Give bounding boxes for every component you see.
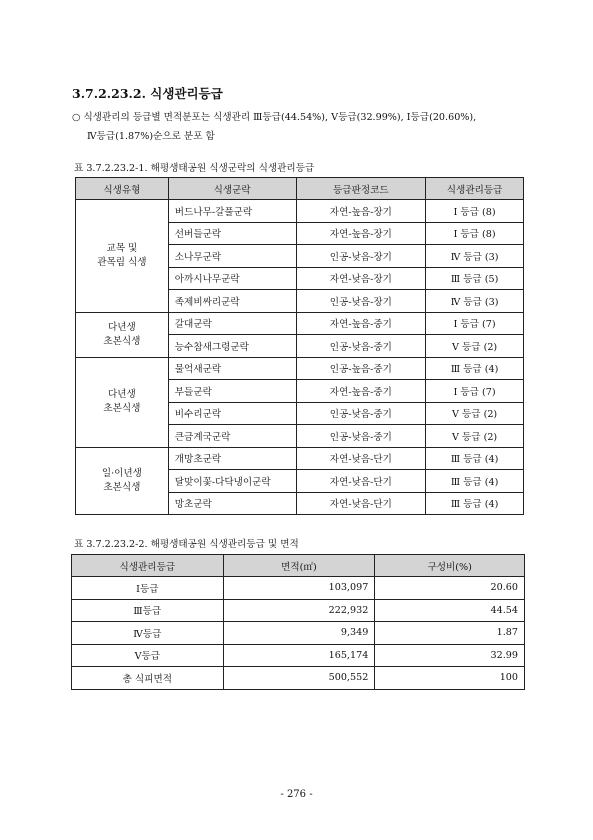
management-grade-cell: Ⅴ 등급 (2) <box>426 425 524 448</box>
area-cell: 103,097 <box>223 577 375 600</box>
grade-code-cell: 자연-높음-장기 <box>296 222 426 245</box>
management-grade-cell: Ⅲ 등급 (4) <box>426 492 524 515</box>
table1-header-cell: 식생군락 <box>168 178 296 200</box>
vegetation-type-cell: 다년생 초본식생 <box>76 357 169 447</box>
table1-header-cell: 식생유형 <box>76 178 169 200</box>
grade-code-cell: 자연-높음-중기 <box>296 380 426 403</box>
table1-header-row <box>76 178 524 200</box>
table-row <box>76 200 524 223</box>
area-cell: 9,349 <box>223 622 375 645</box>
area-cell: 165,174 <box>223 644 375 667</box>
table-row <box>72 622 525 645</box>
vegetation-grade-table <box>75 177 524 515</box>
community-cell: 선버들군락 <box>168 222 296 245</box>
bullet-mark: ○ <box>72 112 81 123</box>
management-grade-cell: Ⅰ 등급 (8) <box>426 200 524 223</box>
grade-cell: Ⅳ등급 <box>72 622 224 645</box>
table-row <box>76 447 524 470</box>
table2-header-cell: 면적(㎡) <box>223 555 375 577</box>
grade-code-cell: 인공-낮음-중기 <box>296 425 426 448</box>
table2-header-cell: 식생관리등급 <box>72 555 224 577</box>
paragraph-line-1: 식생관리의 등급별 면적분포는 식생관리 Ⅲ등급(44.54%), Ⅴ등급(32.99%), Ⅰ등급(20.60%), <box>83 112 477 123</box>
management-grade-cell: Ⅳ 등급 (3) <box>426 290 524 313</box>
management-grade-cell: Ⅲ 등급 (5) <box>426 267 524 290</box>
table2-caption: 표 3.7.2.23.2-2. 해평생태공원 식생관리등급 및 면적 <box>74 539 299 550</box>
community-cell: 달맞이꽃-다닥냉이군락 <box>168 470 296 493</box>
grade-code-cell: 자연-높음-중기 <box>296 312 426 335</box>
grade-code-cell: 자연-낮음-단기 <box>296 470 426 493</box>
community-cell: 망초군락 <box>168 492 296 515</box>
grade-code-cell: 인공-낮음-중기 <box>296 402 426 425</box>
table1-header-cell: 식생관리등급 <box>426 178 524 200</box>
section-heading: 3.7.2.23.2. 식생관리등급 <box>72 86 223 101</box>
table-row <box>76 357 524 380</box>
management-grade-cell: Ⅲ 등급 (4) <box>426 357 524 380</box>
community-cell: 족제비싸리군락 <box>168 290 296 313</box>
area-cell: 222,932 <box>223 599 375 622</box>
community-cell: 버드나무-갈풀군락 <box>168 200 296 223</box>
community-cell: 갈대군락 <box>168 312 296 335</box>
table-row <box>72 577 525 600</box>
ratio-cell: 100 <box>375 667 525 690</box>
management-grade-cell: Ⅳ 등급 (3) <box>426 245 524 268</box>
community-cell: 아까시나무군락 <box>168 267 296 290</box>
management-grade-cell: Ⅰ 등급 (8) <box>426 222 524 245</box>
community-cell: 소나무군락 <box>168 245 296 268</box>
paragraph-line-2: Ⅳ등급(1.87%)순으로 분포 함 <box>87 131 215 142</box>
community-cell: 능수참새그령군락 <box>168 335 296 358</box>
grade-cell: 총 식피면적 <box>72 667 224 690</box>
table-row <box>76 312 524 335</box>
management-grade-cell: Ⅲ 등급 (4) <box>426 470 524 493</box>
grade-code-cell: 자연-낮음-장기 <box>296 267 426 290</box>
summary-paragraph <box>72 108 532 146</box>
table-row <box>72 667 525 690</box>
vegetation-type-cell: 일·이년생 초본식생 <box>76 447 169 515</box>
management-grade-cell: Ⅰ 등급 (7) <box>426 312 524 335</box>
ratio-cell: 20.60 <box>375 577 525 600</box>
vegetation-type-cell: 교목 및 관목림 식생 <box>76 200 169 313</box>
grade-area-table <box>71 554 525 690</box>
grade-cell: Ⅴ등급 <box>72 644 224 667</box>
grade-cell: Ⅰ등급 <box>72 577 224 600</box>
management-grade-cell: Ⅴ 등급 (2) <box>426 335 524 358</box>
table2-header-cell: 구성비(%) <box>375 555 525 577</box>
table-row <box>72 644 525 667</box>
grade-code-cell: 인공-낮음-중기 <box>296 335 426 358</box>
grade-code-cell: 자연-낮음-단기 <box>296 447 426 470</box>
area-cell: 500,552 <box>223 667 375 690</box>
management-grade-cell: Ⅲ 등급 (4) <box>426 447 524 470</box>
grade-code-cell: 인공-높음-중기 <box>296 357 426 380</box>
table1-caption: 표 3.7.2.23.2-1. 해평생태공원 식생군락의 식생관리등급 <box>74 163 315 174</box>
community-cell: 물억새군락 <box>168 357 296 380</box>
grade-cell: Ⅲ등급 <box>72 599 224 622</box>
ratio-cell: 1.87 <box>375 622 525 645</box>
grade-code-cell: 인공-낮음-장기 <box>296 290 426 313</box>
grade-code-cell: 자연-낮음-단기 <box>296 492 426 515</box>
ratio-cell: 44.54 <box>375 599 525 622</box>
management-grade-cell: Ⅴ 등급 (2) <box>426 402 524 425</box>
community-cell: 큰금계국군락 <box>168 425 296 448</box>
table2-header-row <box>72 555 525 577</box>
vegetation-type-cell: 다년생 초본식생 <box>76 312 169 357</box>
community-cell: 부들군락 <box>168 380 296 403</box>
page-number: - 276 - <box>280 789 313 800</box>
community-cell: 개망초군락 <box>168 447 296 470</box>
community-cell: 비수리군락 <box>168 402 296 425</box>
grade-code-cell: 인공-낮음-장기 <box>296 245 426 268</box>
table1-header-cell: 등급판정코드 <box>296 178 426 200</box>
ratio-cell: 32.99 <box>375 644 525 667</box>
grade-code-cell: 자연-높음-장기 <box>296 200 426 223</box>
management-grade-cell: Ⅰ 등급 (7) <box>426 380 524 403</box>
table-row <box>72 599 525 622</box>
